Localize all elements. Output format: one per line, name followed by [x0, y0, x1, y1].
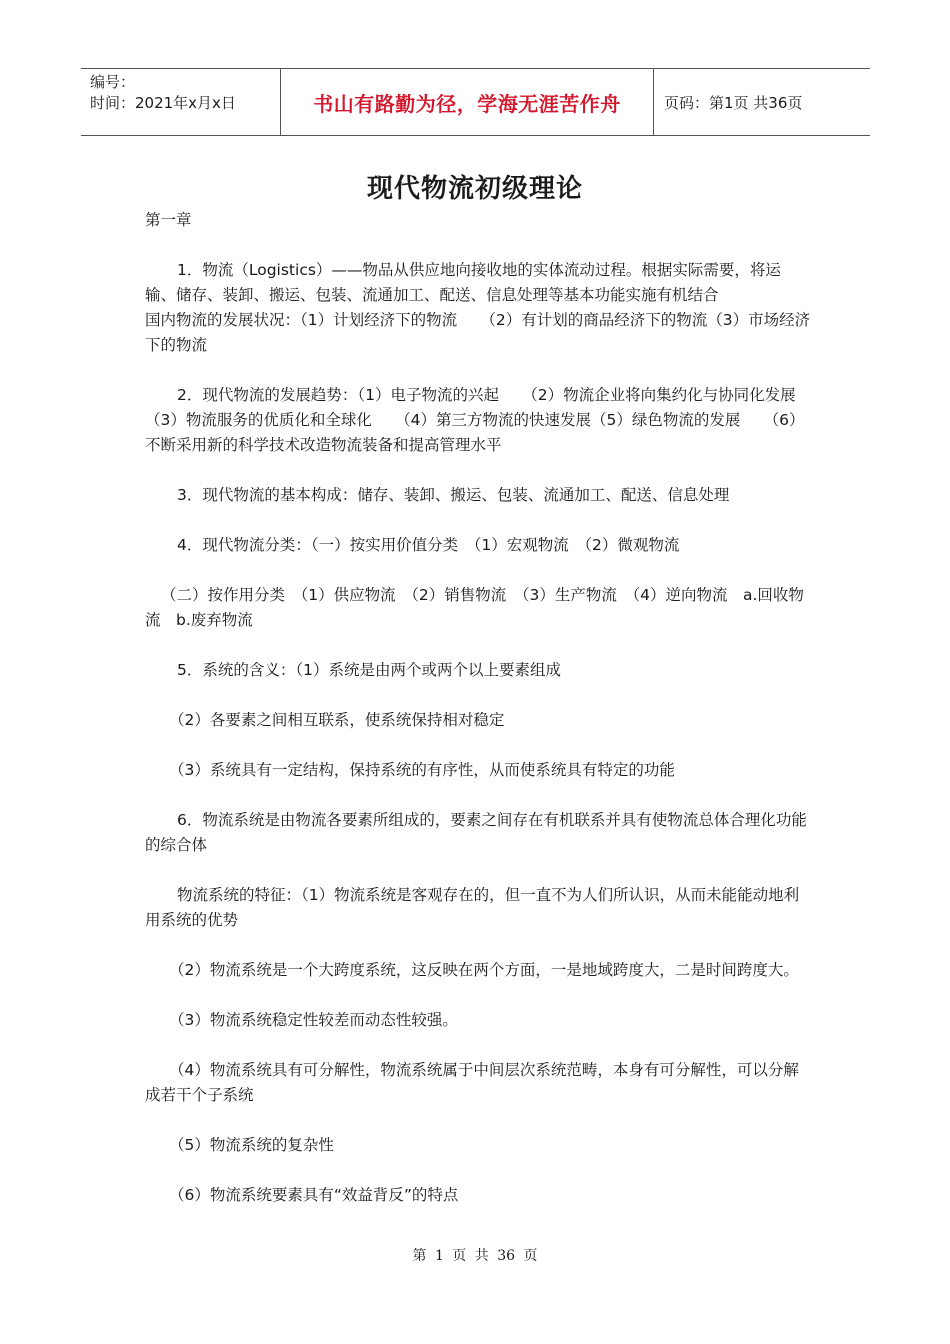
feature-6: （6）物流系统要素具有“效益背反”的特点: [169, 1186, 459, 1204]
page-label: 页码：第1页 共36页: [664, 93, 803, 112]
section-6: 6．物流系统是由物流各要素所组成的，要素之间存在有机联系并具有使物流总体合理化功能的综合体: [145, 811, 807, 854]
section-5: 5．系统的含义：（1）系统是由两个或两个以上要素组成: [177, 661, 561, 679]
section-2: 2．现代物流的发展趋势：（1）电子物流的兴起 （2）物流企业将向集约化与协同化发展 （3）物流服务的优质化和全球化 （4）第三方物流的快速发展（5）绿色物流的发展 （6）不断采用新的科学技术改造物流装备和提高管理水平: [145, 386, 827, 454]
header-motto-cell: [281, 69, 654, 135]
document-title: 现代物流初级理论: [366, 174, 583, 204]
section-4-sub: （二）按作用分类 （1）供应物流 （2）销售物流 （3）生产物流 （4）逆向物流 a.回收物流 b.废弃物流: [145, 586, 804, 629]
time-label: 时间：2021年x月x日: [90, 94, 236, 112]
paragraph: 国内物流的发展状况：（1）计划经济下的物流 （2）有计划的商品经济下的物流（3）市场经济下的物流: [145, 311, 811, 354]
section-5-item-3: （3）系统具有一定结构，保持系统的有序性，从而使系统具有特定的功能: [169, 761, 675, 779]
feature-2: （2）物流系统是一个大跨度系统，这反映在两个方面，一是地域跨度大，二是时间跨度大。: [169, 961, 799, 979]
chapter-heading: 第一章: [145, 211, 192, 229]
number-label: 编号：: [90, 73, 136, 91]
header-page-cell: [654, 69, 870, 135]
section-3: 3．现代物流的基本构成：储存、装卸、搬运、包装、流通加工、配送、信息处理: [177, 486, 730, 504]
feature-3: （3）物流系统稳定性较差而动态性较强。: [169, 1011, 458, 1029]
document-body: [145, 208, 827, 1233]
section-4: 4．现代物流分类：（一）按实用价值分类 （1）宏观物流 （2）微观物流: [177, 536, 680, 554]
section-1: [145, 258, 811, 358]
feature-5: （5）物流系统的复杂性: [169, 1136, 334, 1154]
page-footer: 第 1 页 共 36 页: [412, 1248, 538, 1264]
motto: 书山有路勤为径，学海无涯苦作舟: [313, 91, 621, 116]
paragraph: 1．物流（Logistics）——物品从供应地向接收地的实体流动过程。根据实际需要，将运输、储存、装卸、搬运、包装、流通加工、配送、信息处理等基本功能实施有机结合: [145, 261, 781, 304]
section-5-item-2: （2）各要素之间相互联系，使系统保持相对稳定: [169, 711, 505, 729]
feature-4: （4）物流系统具有可分解性，物流系统属于中间层次系统范畴，本身有可分解性，可以分解成若干个子系统: [145, 1061, 799, 1104]
system-features: 物流系统的特征：（1）物流系统是客观存在的，但一直不为人们所认识，从而未能能动地利用系统的优势: [145, 886, 800, 929]
header-meta: [81, 69, 281, 135]
document-header: [81, 68, 870, 136]
